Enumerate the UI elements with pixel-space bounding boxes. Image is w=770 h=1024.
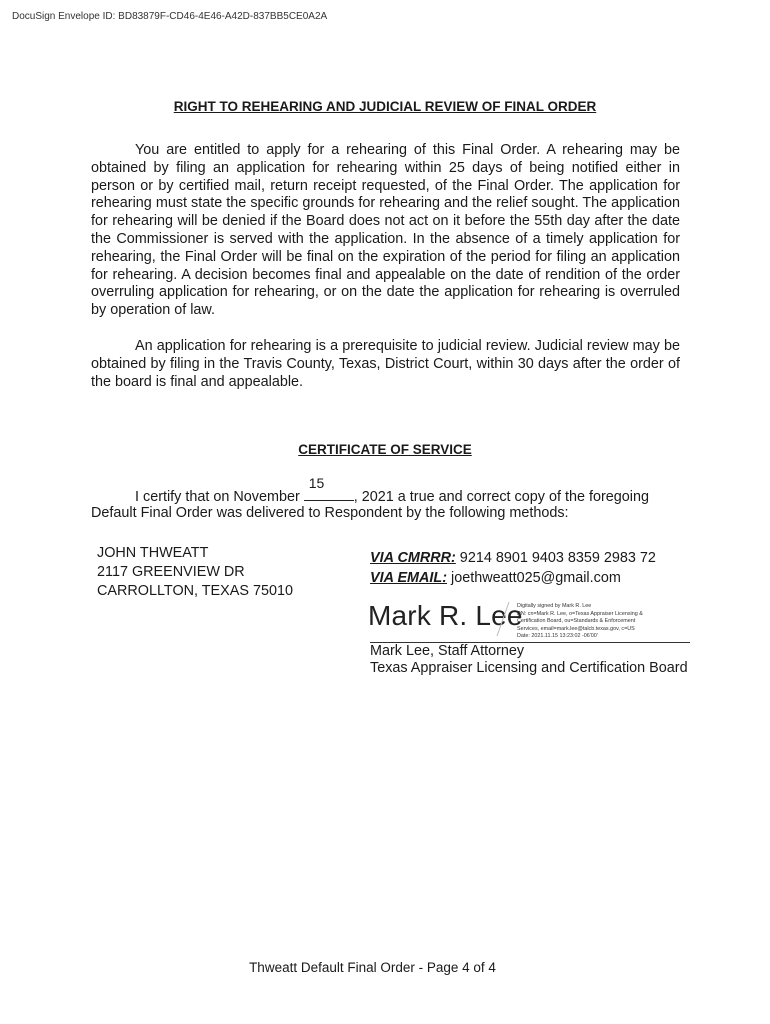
signature-detail-line: Digitally signed by Mark R. Lee [517, 603, 592, 609]
rehearing-paragraph-2 [91, 338, 680, 391]
certificate-line-2: Default Final Order was delivered to Respondent by the following methods: [91, 505, 569, 521]
signature-mark-icon [494, 600, 512, 638]
email-label: VIA EMAIL: [370, 570, 448, 586]
recipient-street: 2117 GREENVIEW DR [97, 564, 245, 580]
signer-organization: Texas Appraiser Licensing and Certification Board [370, 660, 688, 676]
certificate-line-1 [91, 475, 691, 506]
delivery-cmrrr [370, 549, 656, 567]
certificate-title: CERTIFICATE OF SERVICE [298, 442, 472, 457]
page-footer: Thweatt Default Final Order - Page 4 of 4 [249, 960, 496, 975]
signature-detail-line: Services, email=mark.lee@talcb.texas.gov, c=US [517, 625, 635, 632]
cmrrr-value: 9214 8901 9403 8359 2983 72 [455, 550, 656, 566]
rehearing-paragraph-1-text: You are entitled to apply for a rehearing of this Final Order. A rehearing may be obtained by filing an application for rehearing within 25 days of being notified either in person or by certified mail, return receipt requested, of the Final Order. The application for rehearing must state the specific grounds for rehearing and the relief sought. The application for rehearing will be denied if the Board does not act on it before the 55th day after the date the Commissioner is served with the application. In the absence of a timely application for rehearing, the Final Order will be final on the expiration of the period for filing an application for rehearing. A decision becomes final and appealable on the date of rendition of the order overruling application for rehearing, or on the date the application for rehearing is overruled by operation of law. [91, 142, 680, 319]
certificate-line-1-after: , 2021 a true and correct copy of the foregoing [353, 489, 649, 505]
recipient-city: CARROLLTON, TEXAS 75010 [97, 583, 293, 599]
signature-detail-line: Date: 2021.11.15 13:23:02 -06'00' [517, 633, 598, 640]
signature-details [517, 603, 687, 641]
envelope-id: DocuSign Envelope ID: BD83879F-CD46-4E46-A42D-837BB5CE0A2A [12, 11, 328, 22]
delivery-email [370, 569, 621, 587]
email-value: joethweatt025@gmail.com [447, 570, 621, 586]
certificate-line-1-before: I certify that on November [135, 489, 304, 505]
certificate-day: 15 [308, 475, 325, 491]
rehearing-paragraph-1 [91, 142, 680, 320]
cmrrr-label: VIA CMRRR: [370, 550, 456, 566]
recipient-address [97, 544, 293, 601]
signature-name: Mark R. Lee [368, 600, 523, 631]
rehearing-paragraph-2-text: An application for rehearing is a prerequisite to judicial review. Judicial review may be obtained by filing in the Travis County, Texas, District Court, within 30 days after the order of the board is final and appealable. [91, 338, 680, 390]
recipient-name: JOHN THWEATT [97, 545, 209, 561]
signature-detail-line: Certification Board, ou=Standards & Enforcement [517, 618, 636, 625]
date-blank [304, 475, 354, 501]
rehearing-title: RIGHT TO REHEARING AND JUDICIAL REVIEW OF FINAL ORDER [173, 99, 597, 114]
signature-detail-line: DN: cn=Mark R. Lee, o=Texas Appraiser Licensing & [517, 610, 643, 617]
signer-title: Mark Lee, Staff Attorney [370, 643, 525, 659]
